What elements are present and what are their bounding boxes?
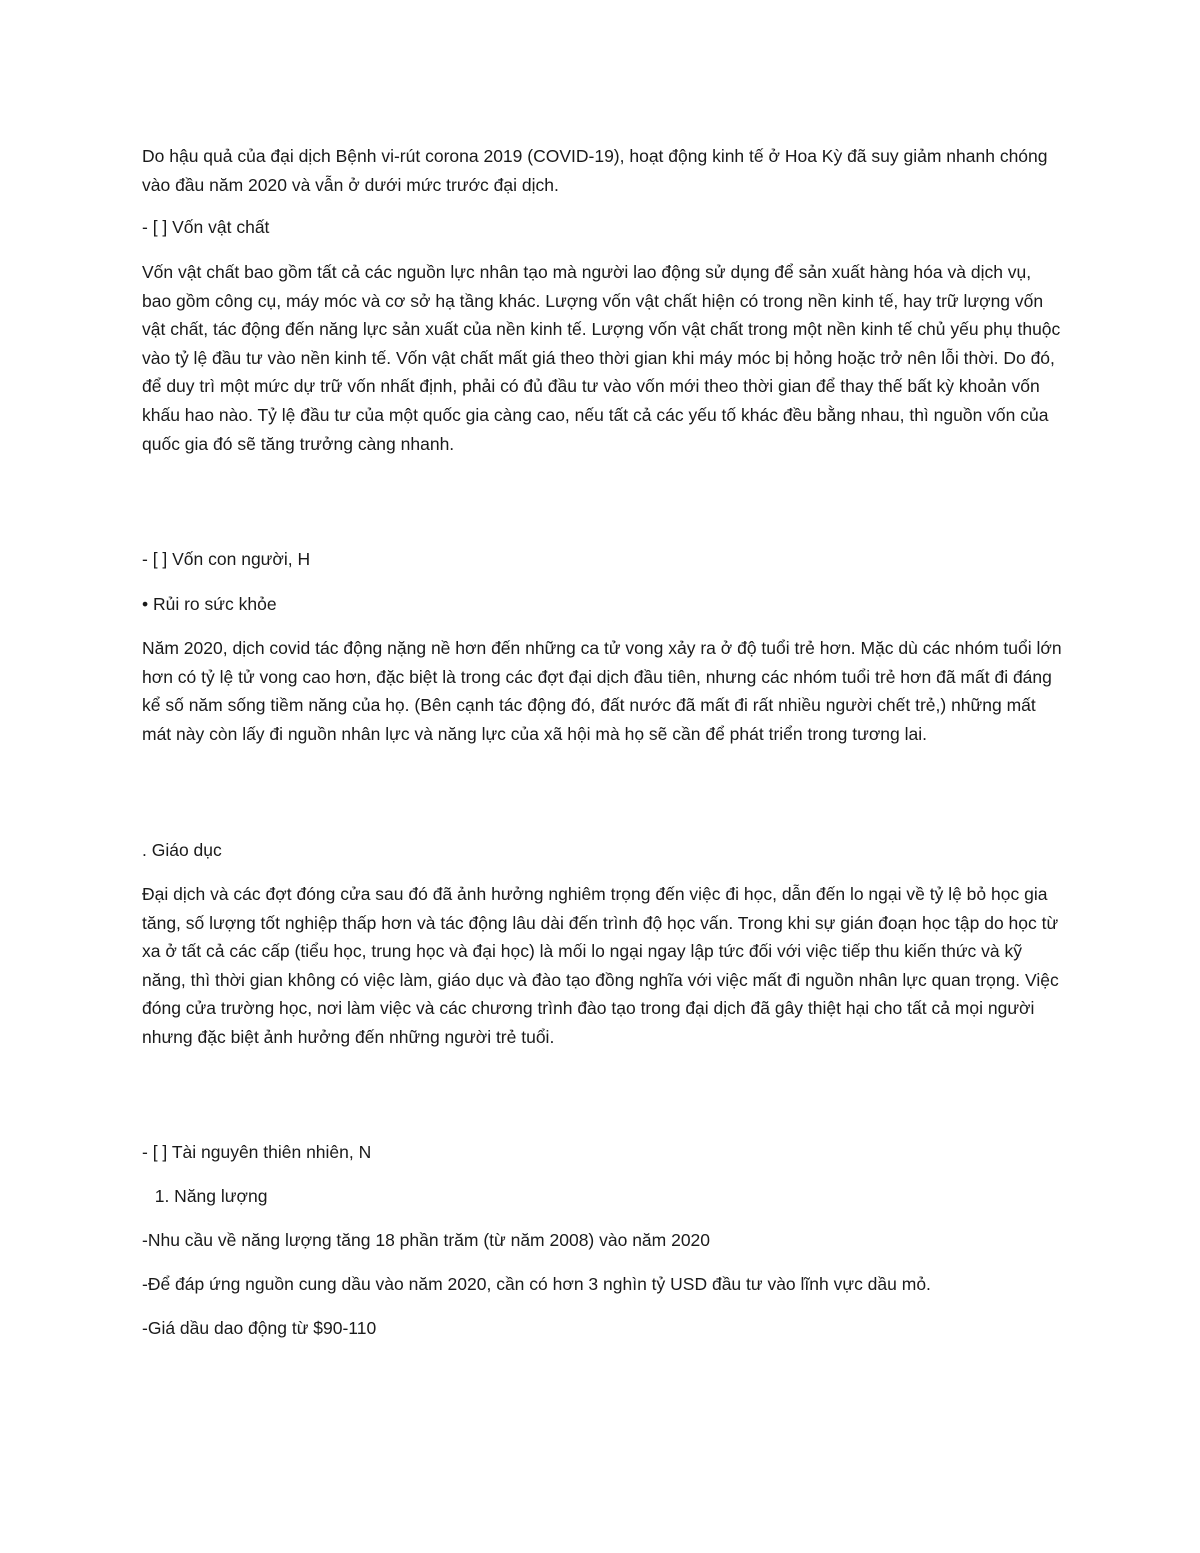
health-risk-bullet: • Rủi ro sức khỏe (142, 594, 277, 614)
oil-investment-line: -Để đáp ứng nguồn cung dầu vào năm 2020, cần có hơn 3 nghìn tỷ USD đầu tư vào lĩnh vực dầu mỏ. (142, 1274, 931, 1294)
energy-demand-line: -Nhu cầu về năng lượng tăng 18 phần trăm (từ năm 2008) vào năm 2020 (142, 1230, 711, 1250)
health-risk-paragraph: Năm 2020, dịch covid tác động nặng nề hơn đến những ca tử vong xảy ra ở độ tuổi trẻ hơn. Mặc dù các nhóm tuổi lớn hơn có tỷ lệ tử vong cao hơn, đặc biệt là trong các đợt đại dịch đầu tiên, nhưng các nhóm tuổi trẻ hơn đã mất đi đáng kể số năm sống tiềm năng của họ. (Bên cạnh tác động đó, đất nước đã mất đi rất nhiều người chết trẻ,) những mất mát này còn lấy đi nguồn nhân lực và năng lực của xã hội mà họ sẽ cần để phát triển trong tương lai. (142, 638, 1062, 744)
human-capital-heading: - [ ] Vốn con người, H (142, 549, 311, 569)
physical-capital-heading: - [ ] Vốn vật chất (142, 217, 270, 237)
education-heading: . Giáo dục (142, 840, 222, 860)
physical-capital-paragraph: Vốn vật chất bao gồm tất cả các nguồn lực nhân tạo mà người lao động sử dụng để sản xuất hàng hóa và dịch vụ, bao gồm công cụ, máy móc và cơ sở hạ tầng khác. Lượng vốn vật chất hiện có trong nền kinh tế, hay trữ lượng vốn vật chất, tác động đến năng lực sản xuất của nền kinh tế. Lượng vốn vật chất trong một nền kinh tế chủ yếu phụ thuộc vào tỷ lệ đầu tư vào nền kinh tế. Vốn vật chất mất giá theo thời gian khi máy móc bị hỏng hoặc trở nên lỗi thời. Do đó, để duy trì một mức dự trữ vốn nhất định, phải có đủ đầu tư vào vốn mới theo thời gian để thay thế bất kỳ khoản vốn khấu hao nào. Tỷ lệ đầu tư của một quốc gia càng cao, nếu tất cả các yếu tố khác đều bằng nhau, thì nguồn vốn của quốc gia đó sẽ tăng trưởng càng nhanh. (142, 262, 1061, 454)
energy-list-item: 1. Năng lượng (145, 1186, 268, 1206)
intro-paragraph: Do hậu quả của đại dịch Bệnh vi-rút corona 2019 (COVID-19), hoạt động kinh tế ở Hoa Kỳ đã suy giảm nhanh chóng vào đầu năm 2020 và vẫn ở dưới mức trước đại dịch. (142, 146, 1048, 195)
oil-price-line: -Giá dầu dao động từ $90-110 (142, 1318, 377, 1338)
natural-resources-heading: - [ ] Tài nguyên thiên nhiên, N (142, 1142, 372, 1162)
education-paragraph: Đại dịch và các đợt đóng cửa sau đó đã ảnh hưởng nghiêm trọng đến việc đi học, dẫn đến lo ngại về tỷ lệ bỏ học gia tăng, số lượng tốt nghiệp thấp hơn và tác động lâu dài đến trình độ học vấn. Trong khi sự gián đoạn học tập do học từ xa ở tất cả các cấp (tiểu học, trung học và đại học) là mối lo ngại ngay lập tức đối với việc tiếp thu kiến thức và kỹ năng, thì thời gian không có việc làm, giáo dục và đào tạo đồng nghĩa với việc mất đi nguồn nhân lực quan trọng. Việc đóng cửa trường học, nơi làm việc và các chương trình đào tạo trong đại dịch đã gây thiệt hại cho tất cả mọi người nhưng đặc biệt ảnh hưởng đến những người trẻ tuổi. (142, 884, 1059, 1047)
